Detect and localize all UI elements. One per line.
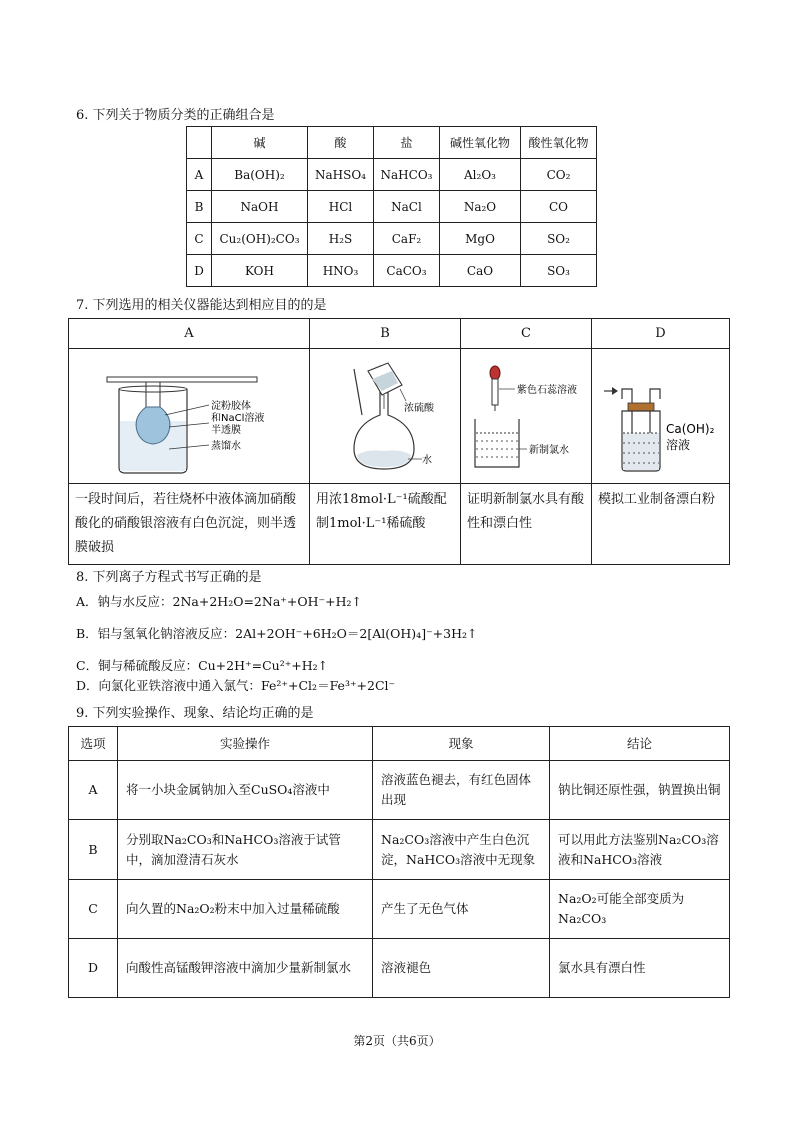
- q7-header-d: D: [592, 319, 730, 349]
- q8-option-c: C．铜与稀硫酸反应：Cu+2H⁺=Cu²⁺+H₂↑: [76, 658, 329, 673]
- q7-header-c: C: [461, 319, 592, 349]
- dialysis-apparatus-figure: [69, 349, 309, 479]
- q9-operation: 向久置的Na₂O₂粉末中加入过量稀硫酸: [118, 880, 373, 939]
- q9-header-cell: 选项: [69, 727, 118, 761]
- q6-cell: CaCO₃: [374, 255, 440, 287]
- q7-desc-d: 模拟工业制备漂白粉: [592, 484, 730, 565]
- q8-option-b: B．铝与氢氧化钠溶液反应：2Al+2OH⁻+6H₂O＝2[Al(OH)₄]⁻+3H₂↑: [76, 626, 478, 641]
- fig-a-label: 蒸馏水: [211, 441, 241, 452]
- q7-figure-b-cell: [310, 349, 461, 484]
- q9-operation: 向酸性高锰酸钾溶液中滴加少量新制氯水: [118, 939, 373, 998]
- q6-cell: SO₃: [521, 255, 597, 287]
- q9-header-cell: 实验操作: [118, 727, 373, 761]
- q9-conclusion: 氯水具有漂白性: [550, 939, 730, 998]
- fig-c-label: 紫色石蕊溶液: [517, 385, 577, 396]
- q9-stem: 9. 下列实验操作、现象、结论均正确的是: [76, 706, 314, 721]
- q6-row-label: C: [187, 223, 212, 255]
- q9-row-label: D: [69, 939, 118, 998]
- q9-phenomenon: 溶液蓝色褪去，有红色固体出现: [373, 761, 550, 820]
- q7-desc-b: 用浓18mol·L⁻¹硫酸配制1mol·L⁻¹稀硫酸: [310, 484, 461, 565]
- q6-cell: CaF₂: [374, 223, 440, 255]
- q7-figure-d-cell: [592, 349, 730, 484]
- q9-table: [68, 726, 730, 998]
- q6-cell: H₂S: [308, 223, 374, 255]
- fig-a-label: 和NaCl溶液: [211, 413, 265, 424]
- q6-cell: Cu₂(OH)₂CO₃: [212, 223, 308, 255]
- q9-phenomenon: 溶液褪色: [373, 939, 550, 998]
- q9-row-label: B: [69, 820, 118, 880]
- q9-operation: 将一小块金属钠加入至CuSO₄溶液中: [118, 761, 373, 820]
- q6-header-cell: 碱: [212, 127, 308, 159]
- dropper-beaker-figure: [461, 349, 591, 479]
- q6-cell: CO: [521, 191, 597, 223]
- q9-row-label: C: [69, 880, 118, 939]
- q7-stem: 7. 下列选用的相关仪器能达到相应目的的是: [76, 298, 327, 313]
- q6-cell: HCl: [308, 191, 374, 223]
- q9-conclusion: 可以用此方法鉴别Na₂CO₃溶液和NaHCO₃溶液: [550, 820, 730, 880]
- q7-header-a: A: [69, 319, 310, 349]
- q6-cell: CO₂: [521, 159, 597, 191]
- q6-header-cell: [187, 127, 212, 159]
- page-footer: 第2页（共6页）: [353, 1034, 441, 1048]
- q6-cell: HNO₃: [308, 255, 374, 287]
- q9-phenomenon: Na₂CO₃溶液中产生白色沉淀，NaHCO₃溶液中无现象: [373, 820, 550, 880]
- q7-table: [68, 318, 730, 565]
- q6-cell: NaCl: [374, 191, 440, 223]
- fig-c-label: 新制氯水: [529, 445, 569, 456]
- q6-stem: 6. 下列关于物质分类的正确组合是: [76, 108, 275, 123]
- q6-header-cell: 酸: [308, 127, 374, 159]
- q6-table: [186, 126, 597, 287]
- fig-b-label: 水: [422, 455, 432, 466]
- q9-conclusion: Na₂O₂可能全部变质为Na₂CO₃: [550, 880, 730, 939]
- q6-header-cell: 盐: [374, 127, 440, 159]
- q6-cell: Al₂O₃: [440, 159, 521, 191]
- q9-conclusion: 钠比铜还原性强，钠置换出铜: [550, 761, 730, 820]
- q6-row-label: B: [187, 191, 212, 223]
- q7-figure-a-cell: [69, 349, 310, 484]
- q7-header-b: B: [310, 319, 461, 349]
- q6-row-label: A: [187, 159, 212, 191]
- q6-header-cell: 酸性氧化物: [521, 127, 597, 159]
- q6-cell: KOH: [212, 255, 308, 287]
- q8-option-a: A．钠与水反应：2Na+2H₂O=2Na⁺+OH⁻+H₂↑: [76, 594, 362, 609]
- q6-cell: SO₂: [521, 223, 597, 255]
- fig-d-label: 溶液: [666, 438, 691, 452]
- volumetric-flask-figure: [310, 349, 460, 479]
- q6-row-label: D: [187, 255, 212, 287]
- q6-cell: Na₂O: [440, 191, 521, 223]
- q9-operation: 分别取Na₂CO₃和NaHCO₃溶液于试管中，滴加澄清石灰水: [118, 820, 373, 880]
- q9-header-cell: 现象: [373, 727, 550, 761]
- fig-a-label: 半透膜: [211, 425, 241, 436]
- q8-option-d: D．向氯化亚铁溶液中通入氯气：Fe²⁺+Cl₂＝Fe³⁺+2Cl⁻: [76, 678, 396, 693]
- gas-washing-bottle-figure: [592, 349, 729, 479]
- fig-b-label: 浓硫酸: [404, 403, 434, 414]
- q8-stem: 8. 下列离子方程式书写正确的是: [76, 570, 262, 585]
- q6-cell: NaHCO₃: [374, 159, 440, 191]
- q9-row-label: A: [69, 761, 118, 820]
- fig-d-label: Ca(OH)₂: [666, 422, 715, 436]
- q6-cell: MgO: [440, 223, 521, 255]
- fig-a-label: 淀粉胶体: [211, 401, 251, 412]
- q9-header-cell: 结论: [550, 727, 730, 761]
- q7-desc-c: 证明新制氯水具有酸性和漂白性: [461, 484, 592, 565]
- q6-cell: Ba(OH)₂: [212, 159, 308, 191]
- q6-cell: NaHSO₄: [308, 159, 374, 191]
- q6-cell: NaOH: [212, 191, 308, 223]
- q7-desc-a: 一段时间后，若往烧杯中液体滴加硝酸酸化的硝酸银溶液有白色沉淀，则半透膜破损: [69, 484, 310, 565]
- q6-cell: CaO: [440, 255, 521, 287]
- q9-phenomenon: 产生了无色气体: [373, 880, 550, 939]
- q6-header-cell: 碱性氧化物: [440, 127, 521, 159]
- q7-figure-c-cell: [461, 349, 592, 484]
